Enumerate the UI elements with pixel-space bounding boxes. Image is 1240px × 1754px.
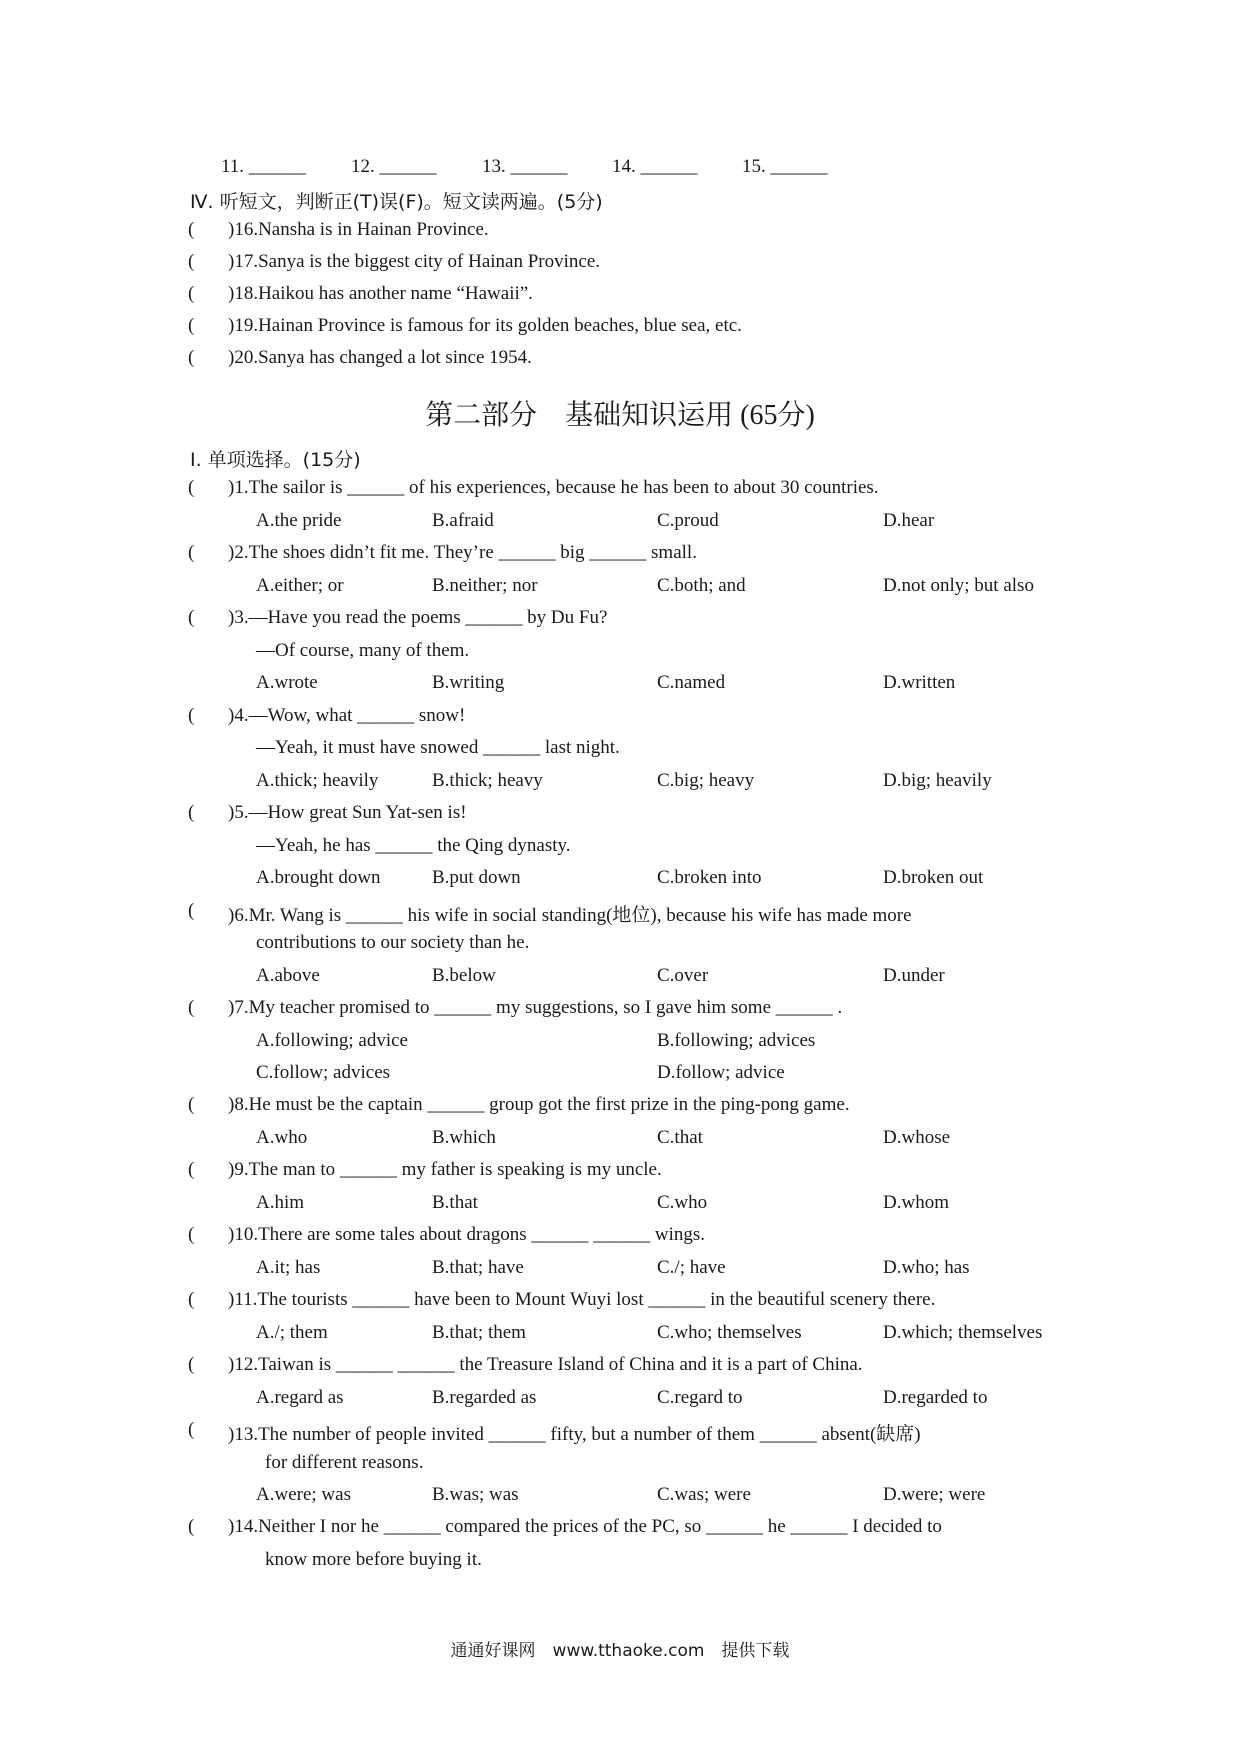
tf-item <box>0 283 1240 313</box>
question-line-2 <box>0 737 1240 767</box>
answer-paren: ( <box>188 251 195 272</box>
answer-paren: ( <box>188 542 195 563</box>
option-b: B.writing <box>432 672 505 693</box>
question-stem: )7.My teacher promised to ______ my suggestions, so I gave him some ______ . <box>228 997 843 1018</box>
options-row <box>0 1387 1240 1417</box>
option-a: A.following; advice <box>256 1030 408 1051</box>
option-a: A.wrote <box>256 672 318 693</box>
section-i-heading-row <box>0 445 1240 475</box>
question-row <box>0 1289 1240 1319</box>
option-d: D.were; were <box>883 1484 986 1505</box>
answer-paren: ( <box>188 1354 195 1375</box>
option-d: D.whom <box>883 1192 949 1213</box>
answer-paren: ( <box>188 219 195 240</box>
option-c: C.follow; advices <box>256 1062 391 1083</box>
answer-paren: ( <box>188 705 195 726</box>
option-d: D.under <box>883 965 945 986</box>
question-row <box>0 607 1240 637</box>
option-b: B.neither; nor <box>432 575 538 596</box>
option-d: D.who; has <box>883 1257 970 1278</box>
question-stem: )10.There are some tales about dragons ______ ______ wings. <box>228 1224 706 1245</box>
question-row <box>0 900 1240 930</box>
question-line-2 <box>0 1549 1240 1579</box>
answer-paren: ( <box>188 315 195 336</box>
answer-paren: ( <box>188 1159 195 1180</box>
tf-statement: )16.Nansha is in Hainan Province. <box>228 219 489 240</box>
option-b: B.put down <box>432 867 521 888</box>
answer-blank: 15. ______ <box>742 156 828 177</box>
option-c: C.regard to <box>657 1387 743 1408</box>
option-d: D.not only; but also <box>883 575 1034 596</box>
section-iv-heading-row <box>0 187 1240 217</box>
option-d: D.broken out <box>883 867 984 888</box>
answer-paren: ( <box>188 347 195 368</box>
option-d: D.written <box>883 672 956 693</box>
question-stem: )4.—Wow, what ______ snow! <box>228 705 466 726</box>
question-line-2 <box>0 1452 1240 1482</box>
tf-statement: )17.Sanya is the biggest city of Hainan Province. <box>228 251 601 272</box>
tf-item <box>0 315 1240 345</box>
answer-paren: ( <box>188 802 195 823</box>
option-a: A.him <box>256 1192 305 1213</box>
option-d: D.hear <box>883 510 935 531</box>
question-row <box>0 1419 1240 1449</box>
option-a: A./; them <box>256 1322 328 1343</box>
option-b: B.afraid <box>432 510 494 531</box>
options-row <box>0 510 1240 540</box>
option-a: A.above <box>256 965 320 986</box>
question-stem: )1.The sailor is ______ of his experiences, because he has been to about 30 countries. <box>228 477 879 498</box>
option-c: C.who; themselves <box>657 1322 802 1343</box>
option-b: B.regarded as <box>432 1387 537 1408</box>
question-row <box>0 1159 1240 1189</box>
tf-item <box>0 347 1240 377</box>
dialogue-reply: —Of course, many of them. <box>256 640 470 661</box>
section-i-heading: Ⅰ. 单项选择。(15分) <box>190 449 361 471</box>
section-iv-heading: Ⅳ. 听短文，判断正(T)误(F)。短文读两遍。(5分) <box>190 191 603 213</box>
question-row <box>0 705 1240 735</box>
options-row <box>0 1192 1240 1222</box>
option-c: C.over <box>657 965 709 986</box>
tf-statement: )19.Hainan Province is famous for its golden beaches, blue sea, etc. <box>228 315 742 336</box>
answer-paren: ( <box>188 900 195 921</box>
part-two-title: 第二部分 基础知识运用 (65分) <box>425 400 815 431</box>
stem-continuation: for different reasons. <box>265 1452 424 1473</box>
option-d: D.big; heavily <box>883 770 992 791</box>
tf-item <box>0 251 1240 281</box>
option-c: C.proud <box>657 510 719 531</box>
question-stem: )13.The number of people invited ______ fifty, but a number of them ______ absent(缺席) <box>228 1424 921 1445</box>
answer-blank: 14. ______ <box>612 156 698 177</box>
page-footer: 通通好课网 www.tthaoke.com 提供下载 <box>450 1641 790 1661</box>
options-row <box>0 575 1240 605</box>
option-b: B.that; have <box>432 1257 524 1278</box>
option-c: C.was; were <box>657 1484 751 1505</box>
option-b: B.following; advices <box>657 1030 816 1051</box>
question-row <box>0 997 1240 1027</box>
question-row <box>0 542 1240 572</box>
options-row <box>0 770 1240 800</box>
option-b: B.that <box>432 1192 478 1213</box>
question-stem: )14.Neither I nor he ______ compared the prices of the PC, so ______ he ______ I decided to <box>228 1516 942 1537</box>
answer-paren: ( <box>188 1516 195 1537</box>
answer-paren: ( <box>188 1289 195 1310</box>
answer-blank: 11. ______ <box>221 156 306 177</box>
question-stem: )11.The tourists ______ have been to Mount Wuyi lost ______ in the beautiful scenery there. <box>228 1289 936 1310</box>
option-d: D.regarded to <box>883 1387 988 1408</box>
options-row <box>0 867 1240 897</box>
option-a: A.thick; heavily <box>256 770 379 791</box>
option-b: B.below <box>432 965 496 986</box>
answer-blanks-row <box>0 156 1240 186</box>
question-stem: )3.—Have you read the poems ______ by Du Fu? <box>228 607 608 628</box>
question-row <box>0 802 1240 832</box>
question-stem: )12.Taiwan is ______ ______ the Treasure Island of China and it is a part of China. <box>228 1354 863 1375</box>
question-line-2 <box>0 835 1240 865</box>
question-line-2 <box>0 932 1240 962</box>
question-stem: )5.—How great Sun Yat-sen is! <box>228 802 467 823</box>
options-row <box>0 1062 1240 1092</box>
option-a: A.regard as <box>256 1387 344 1408</box>
dialogue-reply: —Yeah, it must have snowed ______ last night. <box>256 737 620 758</box>
question-line-2 <box>0 640 1240 670</box>
answer-paren: ( <box>188 477 195 498</box>
tf-item <box>0 219 1240 249</box>
option-c: C./; have <box>657 1257 726 1278</box>
option-d: D.follow; advice <box>657 1062 785 1083</box>
option-b: B.was; was <box>432 1484 519 1505</box>
question-row <box>0 1354 1240 1384</box>
answer-paren: ( <box>188 1419 195 1440</box>
option-a: A.were; was <box>256 1484 351 1505</box>
answer-paren: ( <box>188 607 195 628</box>
option-b: B.that; them <box>432 1322 526 1343</box>
option-d: D.which; themselves <box>883 1322 1043 1343</box>
question-stem: )9.The man to ______ my father is speaking is my uncle. <box>228 1159 662 1180</box>
question-row <box>0 1094 1240 1124</box>
stem-continuation: know more before buying it. <box>265 1549 482 1570</box>
question-stem: )2.The shoes didn’t fit me. They’re ______ big ______ small. <box>228 542 697 563</box>
option-c: C.broken into <box>657 867 762 888</box>
answer-blank: 12. ______ <box>351 156 437 177</box>
options-row <box>0 1322 1240 1352</box>
option-a: A.brought down <box>256 867 381 888</box>
options-row <box>0 1257 1240 1287</box>
answer-blank: 13. ______ <box>482 156 568 177</box>
answer-paren: ( <box>188 997 195 1018</box>
options-row <box>0 965 1240 995</box>
option-c: C.that <box>657 1127 703 1148</box>
options-row <box>0 1484 1240 1514</box>
option-c: C.who <box>657 1192 708 1213</box>
option-c: C.big; heavy <box>657 770 755 791</box>
option-a: A.who <box>256 1127 308 1148</box>
options-row <box>0 672 1240 702</box>
option-b: B.which <box>432 1127 496 1148</box>
option-b: B.thick; heavy <box>432 770 543 791</box>
tf-statement: )18.Haikou has another name “Hawaii”. <box>228 283 533 304</box>
question-row <box>0 477 1240 507</box>
tf-statement: )20.Sanya has changed a lot since 1954. <box>228 347 532 368</box>
answer-paren: ( <box>188 1094 195 1115</box>
option-a: A.either; or <box>256 575 344 596</box>
dialogue-reply: —Yeah, he has ______ the Qing dynasty. <box>256 835 571 856</box>
option-c: C.named <box>657 672 726 693</box>
question-stem: )6.Mr. Wang is ______ his wife in social standing(地位), because his wife has made more <box>228 905 912 926</box>
stem-continuation: contributions to our society than he. <box>256 932 530 953</box>
question-row <box>0 1224 1240 1254</box>
answer-paren: ( <box>188 1224 195 1245</box>
option-a: A.the pride <box>256 510 342 531</box>
option-c: C.both; and <box>657 575 746 596</box>
options-row <box>0 1030 1240 1060</box>
options-row <box>0 1127 1240 1157</box>
answer-paren: ( <box>188 283 195 304</box>
option-d: D.whose <box>883 1127 951 1148</box>
question-stem: )8.He must be the captain ______ group got the first prize in the ping-pong game. <box>228 1094 850 1115</box>
question-row <box>0 1516 1240 1546</box>
option-a: A.it; has <box>256 1257 321 1278</box>
